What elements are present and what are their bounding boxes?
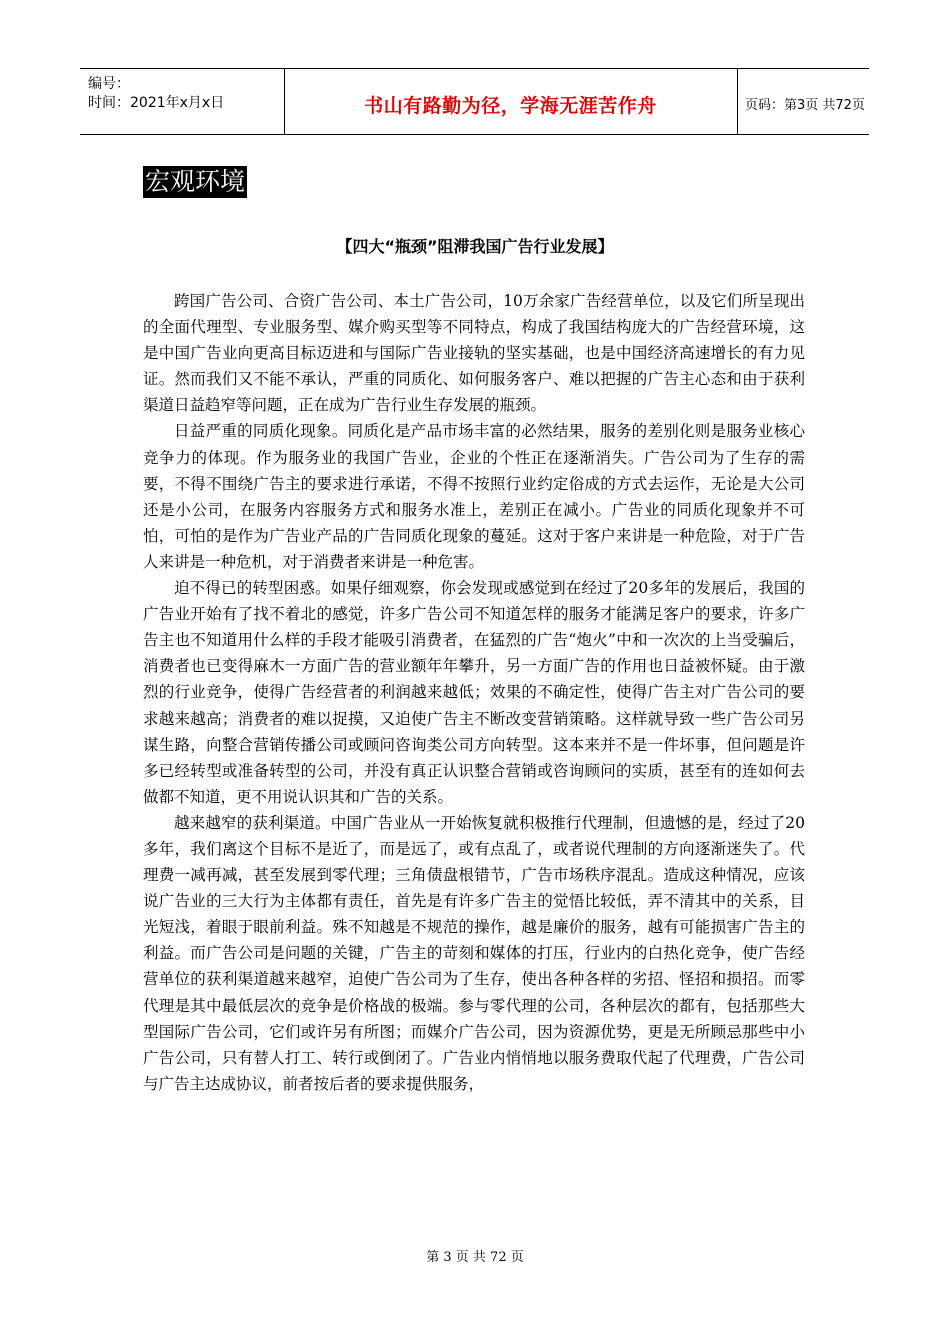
header-table bbox=[80, 68, 869, 135]
number-label: 编号： bbox=[88, 76, 130, 92]
page-footer: 第 3 页 共 72 页 bbox=[426, 1250, 524, 1265]
header-page-info: 页码：第3页 共72页 bbox=[745, 98, 865, 113]
paragraph: 迫不得已的转型困惑。如果仔细观察，你会发现或感觉到在经过了20多年的发展后，我国的广告业开始有了找不着北的感觉，许多广告公司不知道怎样的服务才能满足客户的要求，许多广告主也不知道用什么样的手段才能吸引消费者，在猛烈的广告“炮火”中和一次次的上当受骗后，消费者也已变得麻木一方面广告的营业额年年攀升，另一方面广告的作用也日益被怀疑。由于激烈的行业竞争，使得广告经营者的利润越来越低；效果的不确定性，使得广告主对广告公司的要求越来越高；消费者的难以捉摸，又迫使广告主不断改变营销策略。这样就导致一些广告公司另谋生路，向整合营销传播公司或顾问咨询类公司方向转型。这本来并不是一件坏事，但问题是许多已经转型或准备转型的公司，并没有真正认识整合营销或咨询顾问的实质，甚至有的连如何去做都不知道，更不用说认识其和广告的关系。 bbox=[143, 579, 805, 806]
paragraph: 日益严重的同质化现象。同质化是产品市场丰富的必然结果，服务的差别化则是服务业核心竞争力的体现。作为服务业的我国广告业，企业的个性正在逐渐消失。广告公司为了生存的需要，不得不围绕广告主的要求进行承诺，不得不按照行业约定俗成的方式去运作，无论是大公司还是小公司，在服务内容服务方式和服务水准上，差别正在减小。广告业的同质化现象并不可怕，可怕的是作为广告业产品的广告同质化现象的蔓延。这对于客户来讲是一种危险，对于广告人来讲是一种危机，对于消费者来讲是一种危害。 bbox=[143, 422, 805, 571]
paragraph: 跨国广告公司、合资广告公司、本土广告公司，10万余家广告经营单位，以及它们所呈现出的全面代理型、专业服务型、媒介购买型等不同特点，构成了我国结构庞大的广告经营环境，这是中国广告业向更高目标迈进和与国际广告业接轨的坚实基础，也是中国经济高速增长的有力见证。然而我们又不能不承认，严重的同质化、如何服务客户、难以把握的广告主心态和由于获利渠道日益趋窄等问题，正在成为广告行业生存发展的瓶颈。 bbox=[143, 292, 805, 415]
paragraph: 越来越窄的获利渠道。中国广告业从一开始恢复就积极推行代理制，但遗憾的是，经过了20多年，我们离这个目标不是近了，而是远了，或有点乱了，或者说代理制的方向逐渐迷失了。代理费一减再减，甚至发展到零代理；三角债盘根错节，广告市场秩序混乱。造成这种情况，应该说广告业的三大行为主体都有责任，首先是有许多广告主的觉悟比较低，弄不清其中的关系，目光短浅，着眼于眼前利益。殊不知越是不规范的操作，越是廉价的服务，越有可能损害广告主的利益。而广告公司是问题的关键，广告主的苛刻和媒体的打压，行业内的白热化竞争，使广告经营单位的获利渠道越来越窄，迫使广告公司为了生存，使出各种各样的劣招、怪招和损招。而零代理是其中最低层次的竞争是价格战的极端。参与零代理的公司，各种层次的都有，包括那些大型国际广告公司，它们或许另有所图；而媒介广告公司，因为资源优势，更是无所顾忌那些中小广告公司，只有替人打工、转行或倒闭了。广告业内悄悄地以服务费取代起了代理费，广告公司与广告主达成协议，前者按后者的要求提供服务， bbox=[143, 813, 805, 1093]
body-text bbox=[143, 288, 805, 1097]
header-motto: 书山有路勤为径，学海无涯苦作舟 bbox=[364, 95, 657, 117]
header-middle-cell bbox=[284, 69, 738, 134]
header-right-cell bbox=[737, 69, 869, 134]
header-left-cell bbox=[80, 69, 285, 134]
document-title: 【四大“瓶颈”阻滞我国广告行业发展】 bbox=[336, 237, 614, 256]
section-tag: 宏观环境 bbox=[145, 167, 246, 196]
time-label: 时间：2021年x月x日 bbox=[88, 95, 225, 111]
